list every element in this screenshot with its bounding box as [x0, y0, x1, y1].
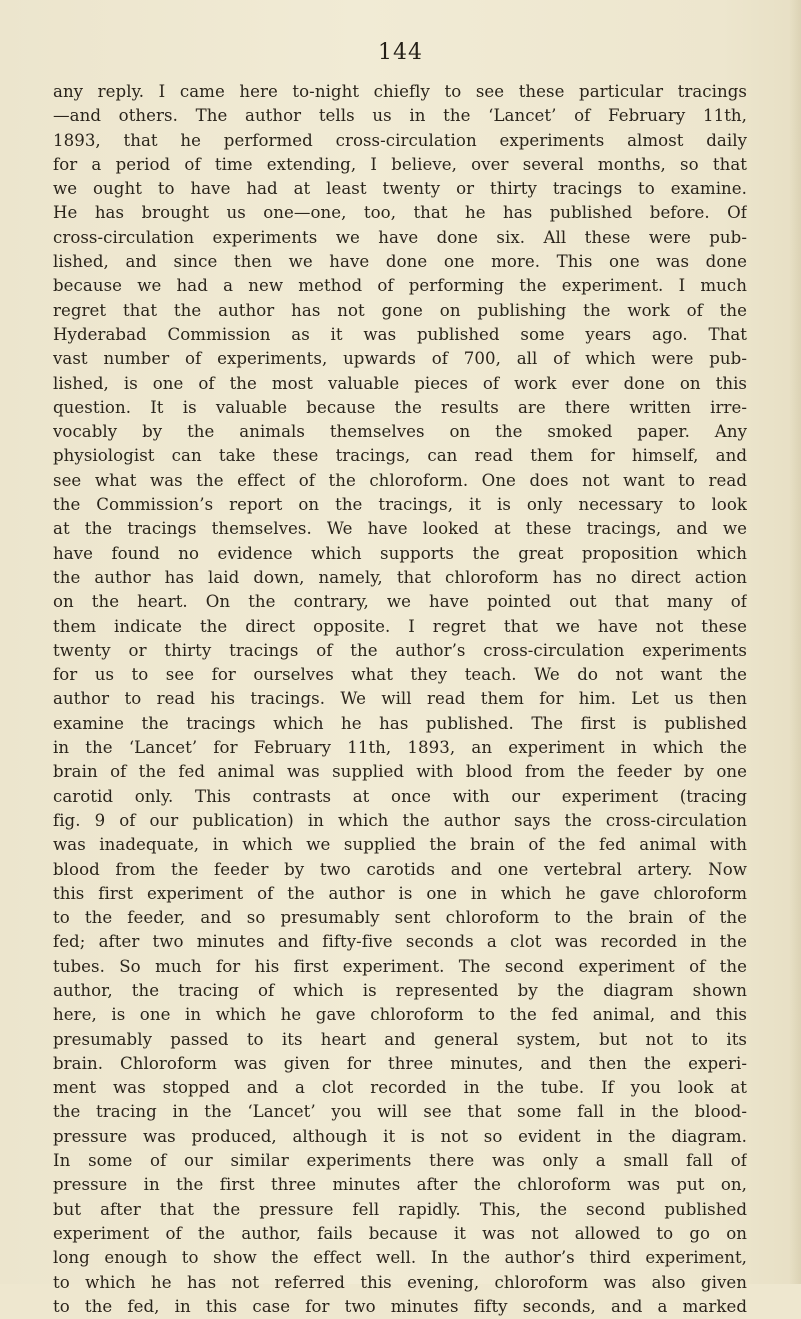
text-line: at the tracings themselves. We have looked at these tracings, and we	[53, 519, 747, 539]
text-line: this first experiment of the author is one in which he gave chloroform	[53, 883, 747, 903]
text-line: brain of the fed animal was supplied with blood from the feeder by one	[53, 762, 747, 782]
text-line: presumably passed to its heart and general system, but not to its	[53, 1029, 747, 1049]
page-edge-shadow	[789, 0, 801, 1284]
text-line: for a period of time extending, I believe, over several months, so that	[53, 154, 747, 174]
text-line: fig. 9 of our publication) in which the author says the cross-circulation	[53, 810, 747, 830]
text-line: here, is one in which he gave chloroform to the fed animal, and this	[53, 1005, 747, 1025]
text-line: long enough to show the effect well. In the author’s third experiment,	[53, 1248, 747, 1268]
text-line: but after that the pressure fell rapidly. This, the second published	[53, 1199, 747, 1219]
text-line: see what was the effect of the chloroform. One does not want to read	[53, 470, 747, 490]
text-line: He has brought us one—one, too, that he has published before. Of	[53, 203, 747, 223]
text-line: experiment of the author, fails because it was not allowed to go on	[53, 1223, 747, 1243]
text-line: them indicate the direct opposite. I regret that we have not these	[53, 616, 747, 636]
text-line: question. It is valuable because the results are there written irre-	[53, 397, 747, 417]
text-line: for us to see for ourselves what they teach. We do not want the	[53, 665, 747, 685]
text-line: —and others. The author tells us in the ‘Lancet’ of February 11th,	[53, 106, 747, 126]
text-line: have found no evidence which supports the great proposition which	[53, 543, 747, 563]
text-line: Hyderabad Commission as it was published some years ago. That	[53, 324, 747, 344]
text-line: author, the tracing of which is represented by the diagram shown	[53, 980, 747, 1000]
text-line: examine the tracings which he has published. The first is published	[53, 713, 747, 733]
text-line: in the ‘Lancet’ for February 11th, 1893, an experiment in which the	[53, 738, 747, 758]
text-line: cross-circulation experiments we have done six. All these were pub-	[53, 227, 747, 247]
text-line: pressure was produced, although it is not so evident in the diagram.	[53, 1126, 747, 1146]
body-text	[53, 80, 747, 1319]
text-line: the tracing in the ‘Lancet’ you will see that some fall in the blood-	[53, 1102, 747, 1122]
text-line: the author has laid down, namely, that chloroform has no direct action	[53, 567, 747, 587]
page-number: 144	[378, 40, 423, 65]
text-line: vocably by the animals themselves on the smoked paper. Any	[53, 422, 747, 442]
text-line: pressure in the first three minutes after the chloroform was put on,	[53, 1175, 747, 1195]
text-line: blood from the feeder by two carotids and one vertebral artery. Now	[53, 859, 747, 879]
text-line: to the feeder, and so presumably sent chloroform to the brain of the	[53, 908, 747, 928]
text-line: brain. Chloroform was given for three minutes, and then the experi-	[53, 1053, 747, 1073]
text-line: lished, is one of the most valuable pieces of work ever done on this	[53, 373, 747, 393]
text-line: because we had a new method of performing the experiment. I much	[53, 276, 747, 296]
text-line: 1893, that he performed cross-circulation experiments almost daily	[53, 130, 747, 150]
text-line: twenty or thirty tracings of the author’s cross-circulation experiments	[53, 640, 747, 660]
text-line: carotid only. This contrasts at once with our experiment (tracing	[53, 786, 747, 806]
text-line: lished, and since then we have done one more. This one was done	[53, 252, 747, 272]
text-line: fed; after two minutes and fifty-five seconds a clot was recorded in the	[53, 932, 747, 952]
text-line: was inadequate, in which we supplied the brain of the fed animal with	[53, 835, 747, 855]
text-line: regret that the author has not gone on publishing the work of the	[53, 300, 747, 320]
text-line: on the heart. On the contrary, we have pointed out that many of	[53, 592, 747, 612]
text-line: we ought to have had at least twenty or thirty tracings to examine.	[53, 179, 747, 199]
text-line: vast number of experiments, upwards of 700, all of which were pub-	[53, 349, 747, 369]
text-line: ment was stopped and a clot recorded in the tube. If you look at	[53, 1078, 747, 1098]
text-line: tubes. So much for his first experiment. The second experiment of the	[53, 956, 747, 976]
text-line: physiologist can take these tracings, can read them for himself, and	[53, 446, 747, 466]
text-line: to the fed, in this case for two minutes fifty seconds, and a marked	[53, 1296, 747, 1316]
text-line: any reply. I came here to-night chiefly to see these particular tracings	[53, 82, 747, 101]
text-line: to which he has not referred this evening, chloroform was also given	[53, 1272, 747, 1292]
text-line: In some of our similar experiments there was only a small fall of	[53, 1151, 747, 1171]
text-line: author to read his tracings. We will read them for him. Let us then	[53, 689, 747, 709]
text-line: the Commission’s report on the tracings, it is only necessary to look	[53, 495, 747, 515]
